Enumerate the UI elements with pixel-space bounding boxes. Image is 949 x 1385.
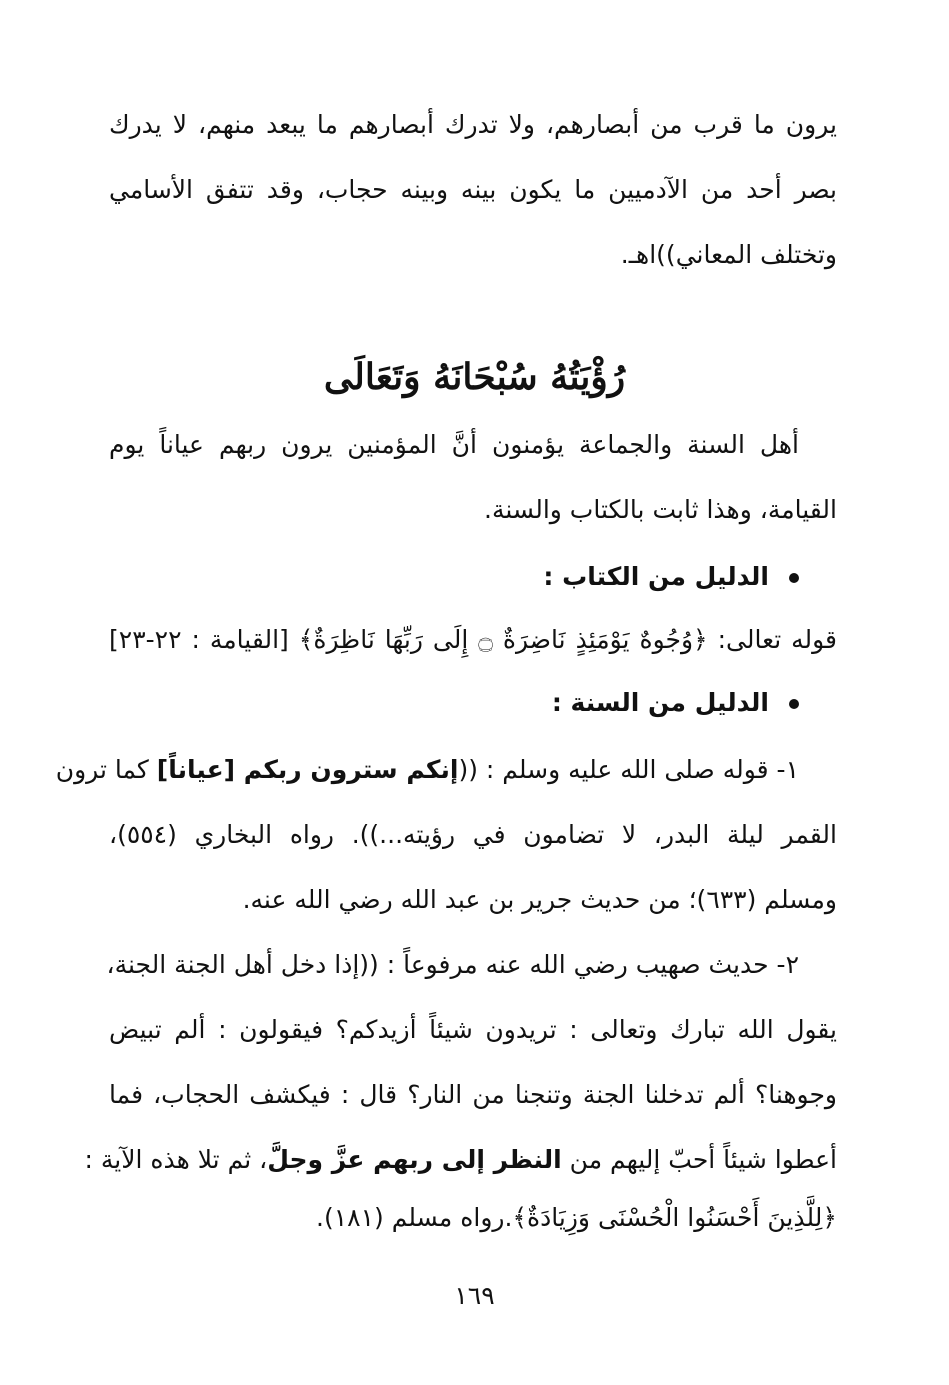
intro-line-3: وتختلف المعاني))اهـ.	[620, 240, 837, 269]
evidence-sunnah-heading-text: الدليل من السنة :	[551, 688, 769, 717]
intro-line-2: بصر أحد من الآدميين ما يكون بينه وبينه حجاب، وقد تتفق الأسامي	[109, 175, 837, 204]
evidence-book-heading	[543, 557, 799, 597]
hadith-2-line-4-prefix: أعطوا شيئاً أحبّ إليهم من	[561, 1145, 837, 1174]
section-title: رُؤْيَتُهُ سُبْحَانَهُ وَتَعَالَى	[323, 356, 626, 398]
hadith-1-line-1-suffix: كما ترون	[55, 755, 157, 784]
section-body-line-2: القيامة، وهذا ثابت بالكتاب والسنة.	[484, 495, 837, 524]
section-body-line-1: أهل السنة والجماعة يؤمنون أنَّ المؤمنين يرون ربهم عياناً يوم	[109, 430, 799, 459]
evidence-sunnah-heading	[552, 683, 799, 723]
intro-line-1: يرون ما قرب من أبصارهم، ولا تدرك أبصارهم ما يبعد منهم، لا يدرك	[109, 110, 837, 139]
page-number: ١٦٩	[454, 1281, 495, 1310]
evidence-book-heading-text: الدليل من الكتاب :	[543, 562, 769, 591]
hadith-2-line-5: ﴿لِلَّذِينَ أَحْسَنُوا الْحُسْنَى وَزِيَادَةٌ﴾.رواه مسلم (١٨١).	[316, 1203, 837, 1232]
hadith-2-line-1: ٢- حديث صهيب رضي الله عنه مرفوعاً : ((إذا دخل أهل الجنة الجنة،	[106, 950, 799, 979]
hadith-1-line-1-prefix: ١- قوله صلى الله عليه وسلم : ((	[458, 755, 799, 784]
hadith-2-line-3: وجوهنا؟ ألم تدخلنا الجنة وتنجنا من النار؟ قال : فيكشف الحجاب، فما	[109, 1080, 837, 1109]
hadith-2-line-4-suffix: ، ثم تلا هذه الآية :	[84, 1145, 268, 1174]
hadith-1-line-2: القمر ليلة البدر، لا تضامون في رؤيته...)). رواه البخاري (٥٥٤)،	[109, 820, 837, 849]
hadith-1-line-1	[55, 750, 799, 790]
hadith-1-line-3: ومسلم (٦٣٣)؛ من حديث جرير بن عبد الله رضي الله عنه.	[242, 885, 837, 914]
bullet-icon	[789, 573, 799, 583]
hadith-1-line-1-bold: إنكم سترون ربكم [عياناً]	[156, 755, 459, 784]
bullet-icon	[789, 699, 799, 709]
hadith-2-line-2: يقول الله تبارك وتعالى : تريدون شيئاً أزيدكم؟ فيقولون : ألم تبيض	[109, 1015, 837, 1044]
hadith-2-line-4	[84, 1140, 837, 1180]
hadith-2-line-4-bold: النظر إلى ربهم عزَّ وجلَّ	[267, 1145, 562, 1174]
verse-line: قوله تعالى: ﴿وُجُوهٌ يَوْمَئِذٍ نَاضِرَةٌ ۝ إِلَى رَبِّهَا نَاظِرَةٌ﴾ [القيامة : ٢٢-٢٣]	[109, 625, 838, 654]
